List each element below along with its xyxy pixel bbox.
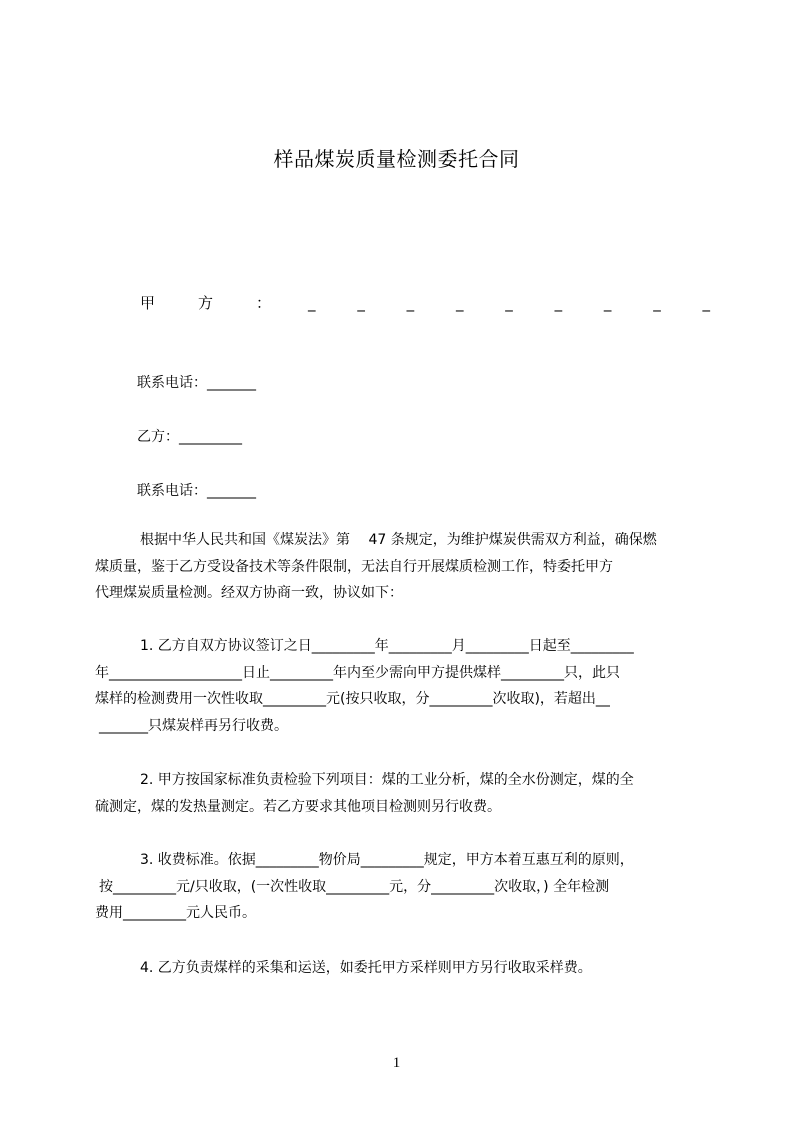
blank-dash: _ bbox=[603, 294, 612, 312]
clause-1-line: 年___________________日止_________年内至少需向甲方提供煤样_________只，此只 bbox=[95, 664, 620, 681]
clause-1 bbox=[95, 633, 707, 739]
clause-4 bbox=[95, 955, 707, 982]
blank-dash: _ bbox=[505, 294, 513, 312]
clause-1-line: 煤样的检测费用一次性收取_________元(按只收取，分_________次收取)，若超出__ bbox=[95, 691, 610, 707]
blank-dash: _ bbox=[554, 294, 563, 312]
intro-line: 代理煤炭质量检测。经双方协商一致，协议如下： bbox=[95, 585, 403, 601]
clause-3-line: 按_________元/只收取，(一次性收取_________元，分_________次收取，) 全年检测 bbox=[99, 878, 610, 895]
intro-line: 煤质量，鉴于乙方受设备技术等条件限制，无法自行开展煤质检测工作，特委托甲方 bbox=[95, 558, 613, 575]
party-b-name: 乙方：_________ bbox=[137, 429, 242, 445]
party-a-blank bbox=[296, 294, 710, 312]
party-b-contact: 联系电话：_______ bbox=[137, 483, 256, 499]
clause-2-line: 2. 甲方按国家标准负责检验下列项目：煤的工业分析，煤的全水份测定，煤的全 bbox=[140, 772, 634, 788]
party-a-label-char-1: 甲 bbox=[140, 294, 156, 312]
party-a-line bbox=[140, 292, 710, 313]
blank-dash: _ bbox=[653, 294, 661, 312]
intro-line: 根据中华人民共和国《煤炭法》第 47 条规定，为维护煤炭供需双方利益，确保燃 bbox=[140, 532, 657, 548]
blank-dash: _ bbox=[702, 294, 710, 312]
blank-dash: _ bbox=[357, 294, 365, 312]
clause-1-line: _______只煤炭样再另行收费。 bbox=[99, 717, 288, 734]
clause-1-line: 1. 乙方自双方协议签订之日_________年_________月_________日起至_________ bbox=[140, 638, 634, 654]
clause-2 bbox=[95, 767, 707, 820]
blank-dash: _ bbox=[406, 294, 415, 312]
document-title: 样品煤炭质量检测委托合同 bbox=[273, 147, 520, 171]
page-number: 1 bbox=[392, 1055, 401, 1071]
clause-3-line: 费用_________元人民币。 bbox=[95, 905, 256, 921]
party-a-contact: 联系电话：_______ bbox=[137, 375, 256, 391]
clause-2-line: 硫测定，煤的发热量测定。若乙方要求其他项目检测则另行收费。 bbox=[95, 798, 501, 815]
clause-3-line: 3. 收费标准。依据_________物价局_________规定，甲方本着互惠互利的原则， bbox=[140, 852, 634, 868]
clause-4-line: 4. 乙方负责煤样的采集和运送，如委托甲方采样则甲方另行收取采样费。 bbox=[140, 960, 592, 976]
blank-dash: _ bbox=[308, 294, 316, 312]
clause-3 bbox=[95, 847, 707, 927]
party-a-label-char-2: 方 bbox=[198, 294, 214, 312]
blank-dash: _ bbox=[455, 294, 464, 312]
party-a-colon: ： bbox=[256, 294, 272, 312]
intro-paragraph bbox=[95, 527, 707, 607]
